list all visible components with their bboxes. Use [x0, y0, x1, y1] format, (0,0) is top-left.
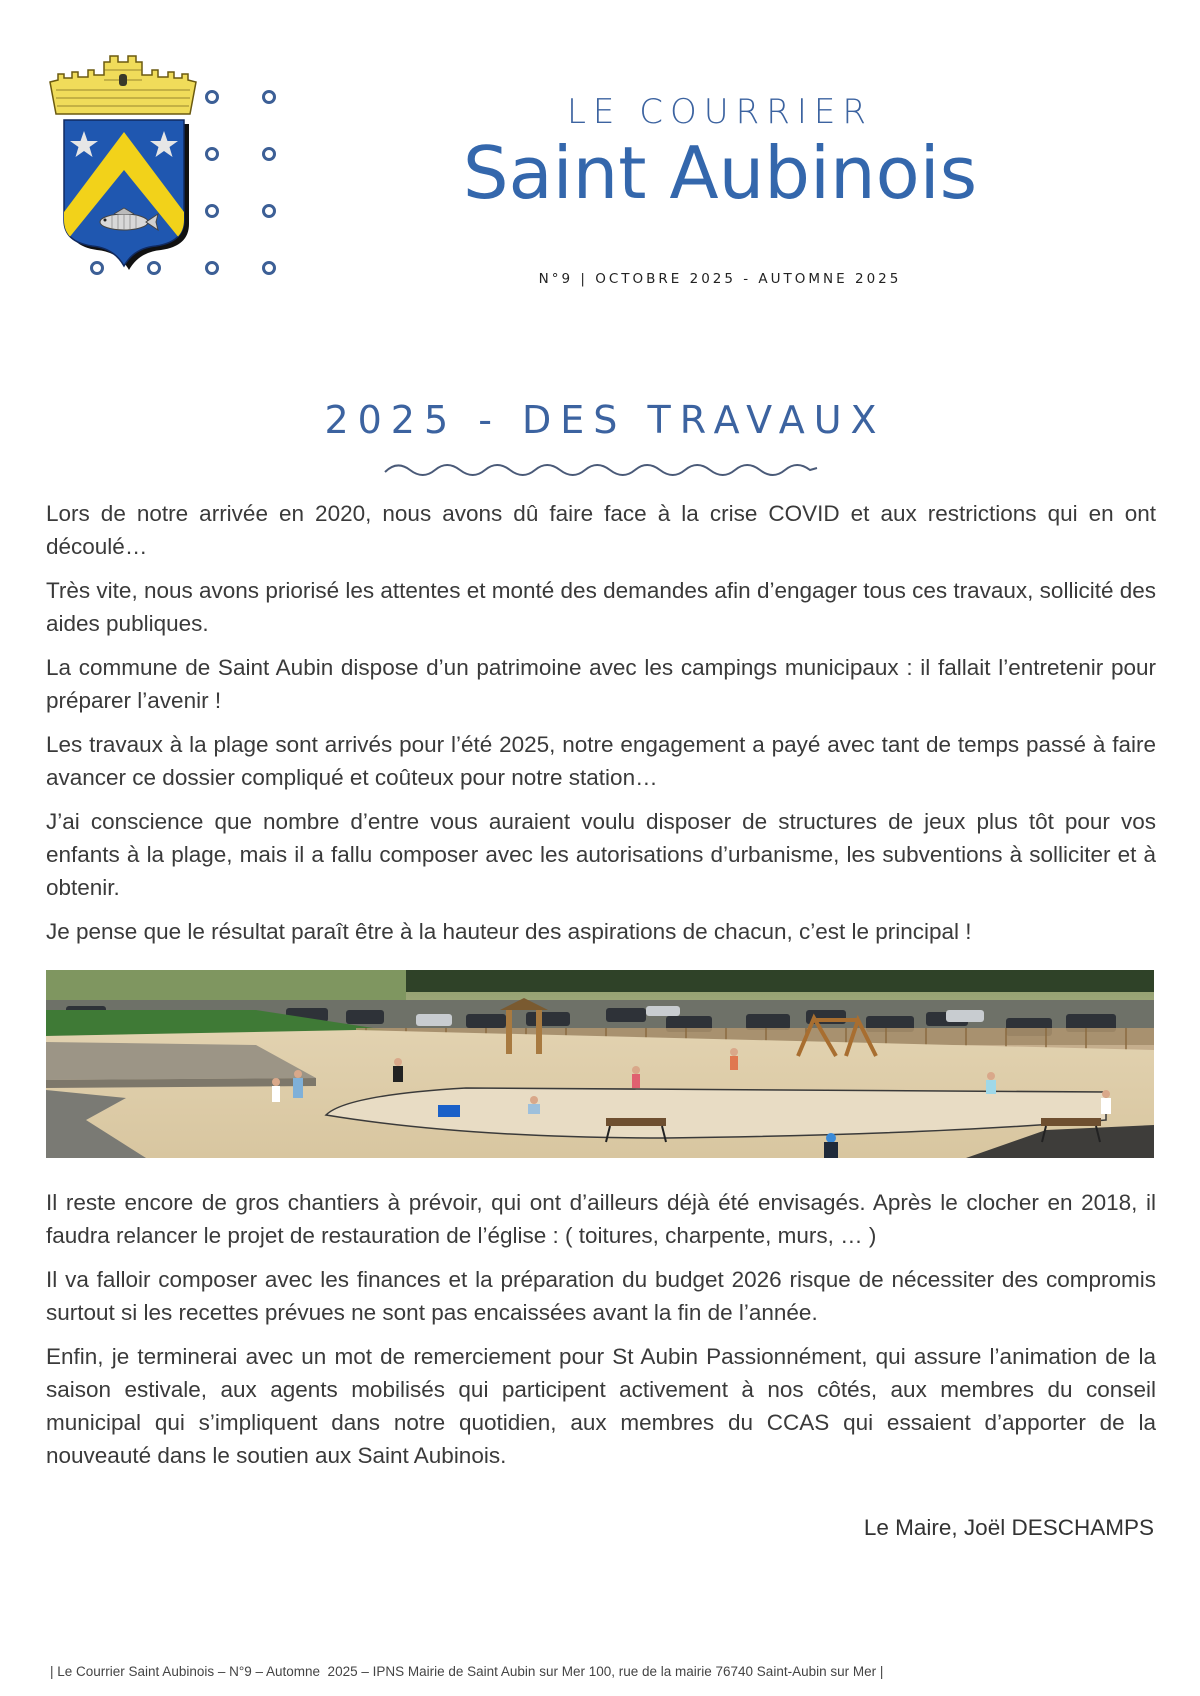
photo-illustration: [46, 970, 1154, 1158]
paragraph: J’ai conscience que nombre d’entre vous auraient voulu disposer de structures de jeux plus tôt pour vos enfants à la plage, mais il a fallu composer avec les autorisations d’urbanisme, les subventions à solliciter et à obtenir.: [46, 809, 1156, 900]
circle-icon: [205, 261, 219, 275]
article-body-bottom: [46, 1186, 1156, 1483]
circle-icon: [262, 261, 276, 275]
coat-of-arms-icon: [48, 52, 198, 272]
circle-icon: [147, 261, 161, 275]
circle-icon: [262, 147, 276, 161]
beach-playground-photo: [46, 970, 1154, 1158]
circle-icon: [90, 261, 104, 275]
article-heading: 2025 - DES TRAVAUX: [324, 398, 886, 442]
mayor-signature: Le Maire, Joël DESCHAMPS: [863, 1515, 1154, 1540]
issue-line: N°9 | OCTOBRE 2025 - AUTOMNE 2025: [538, 271, 902, 287]
wave-divider-icon: [383, 460, 819, 482]
masthead-title-block: [420, 92, 1020, 216]
shield: [64, 120, 189, 270]
page-footer: | Le Courrier Saint Aubinois – N°9 – Automne 2025 – IPNS Mairie de Saint Aubin sur Mer 100, rue de la mairie 76740 Saint-Aubin sur Mer |: [50, 1664, 884, 1679]
masthead-header: [0, 0, 1200, 300]
circle-icon: [205, 90, 219, 104]
paragraph: Les travaux à la plage sont arrivés pour l’été 2025, notre engagement a payé avec tant de temps passé à faire avancer ce dossier compliqué et coûteux pour notre station…: [46, 732, 1156, 790]
paragraph: Très vite, nous avons priorisé les attentes et monté des demandes afin d’engager tous ces travaux, sollicité des aides publiques.: [46, 578, 1156, 636]
paragraph: Je pense que le résultat paraît être à la hauteur des aspirations de chacun, c’est le principal !: [46, 919, 972, 944]
paragraph: Il va falloir composer avec les finances et la préparation du budget 2026 risque de nécessiter des compromis surtout si les recettes prévues ne sont pas encaissées avant la fin de l’année.: [46, 1267, 1156, 1325]
paragraph: La commune de Saint Aubin dispose d’un patrimoine avec les campings municipaux : il fallait l’entretenir pour préparer l’avenir !: [46, 655, 1156, 713]
masthead-kicker: LE COURRIER: [566, 92, 873, 132]
circle-icon: [205, 204, 219, 218]
masthead-title: Saint Aubinois: [462, 131, 978, 215]
paragraph: Lors de notre arrivée en 2020, nous avons dû faire face à la crise COVID et aux restrictions qui en ont découlé…: [46, 501, 1156, 559]
paragraph: Enfin, je terminerai avec un mot de remerciement pour St Aubin Passionnément, qui assure l’animation de la saison estivale, aux agents mobilisés qui participent activement à nos côtés, aux membres du conseil municipal qui s’impliquent dans notre quotidien, aux membres du CCAS qui essaient d’apporter de la nouveauté dans le soutien aux Saint Aubinois.: [46, 1344, 1156, 1468]
circle-icon: [262, 204, 276, 218]
mural-crown: [50, 56, 196, 114]
circle-icon: [205, 147, 219, 161]
article-body-top: [46, 497, 1156, 959]
circle-icon: [262, 90, 276, 104]
paragraph: Il reste encore de gros chantiers à prévoir, qui ont d’ailleurs déjà été envisagés. Après le clocher en 2018, il faudra relancer le projet de restauration de l’église : ( toitures, charpente, murs, … ): [46, 1190, 1156, 1248]
